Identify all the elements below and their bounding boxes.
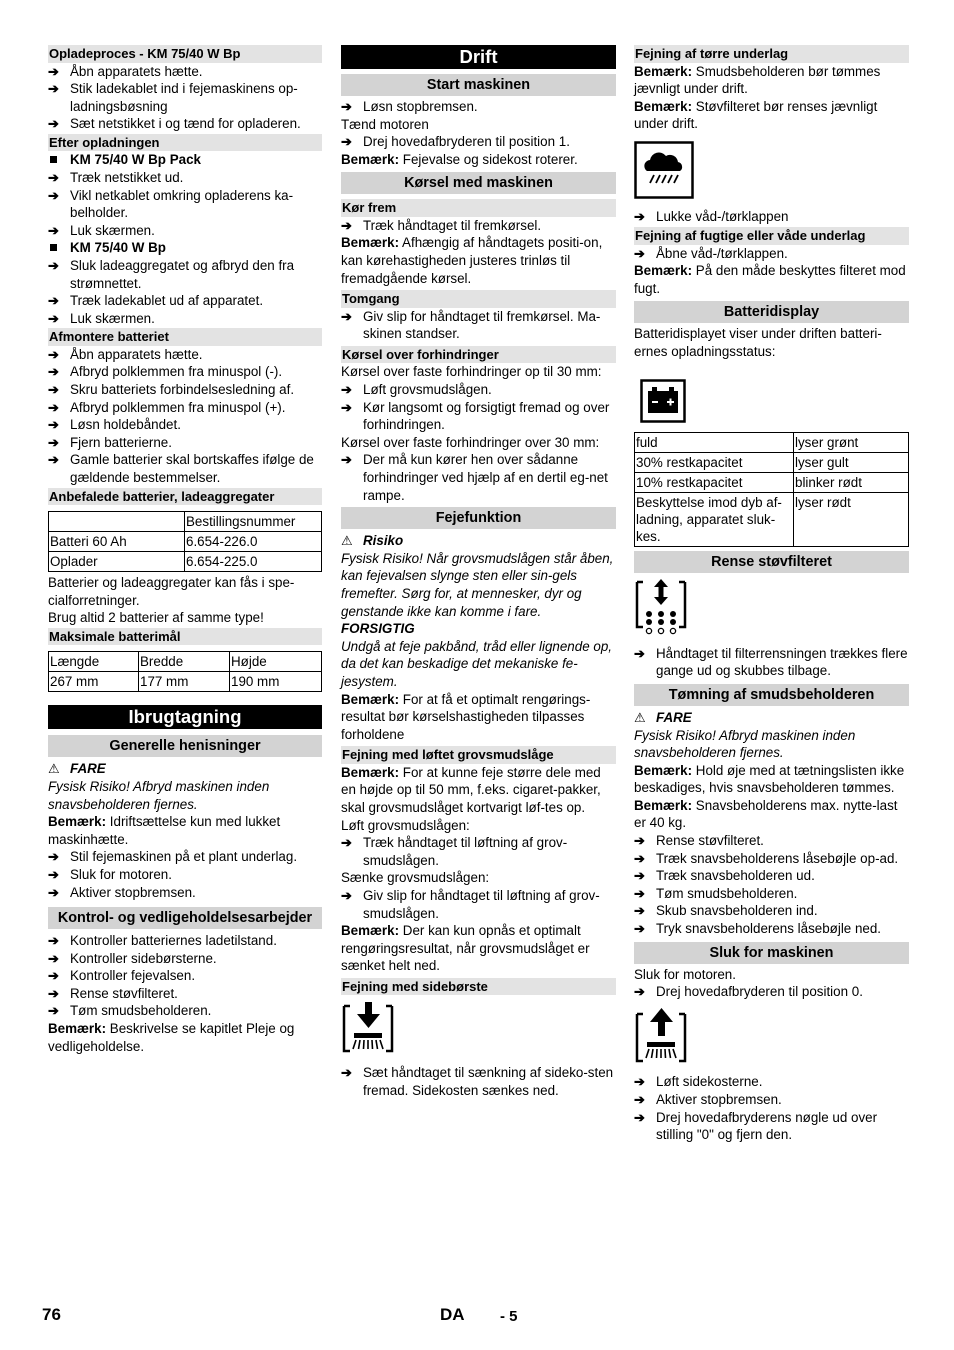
list-item-label: Kør langsomt og forsigtigt fremad og over forhindringen. <box>363 399 610 433</box>
table-cell <box>49 512 185 532</box>
table-row <box>635 493 909 547</box>
note-label: Bemærk: <box>341 764 400 780</box>
table-cell: Batteri 60 Ah <box>49 532 185 552</box>
list-item-label: Stik ladekablet ind i fejemaskinens op-ladningsbøsning <box>70 81 298 114</box>
table-cell: 177 mm <box>139 672 230 692</box>
note <box>634 63 909 98</box>
note-text: Beskrivelse se kapitlet Pleje og vedligeholdelse. <box>48 1021 295 1054</box>
list-item-label: Der må kun kører hen over sådanne forhindringer ved hjælp af en dertil eg-net rampe. <box>363 452 608 503</box>
list-item-label: Giv slip for håndtaget til løftning af grov-smudslågen. <box>363 887 600 921</box>
table-cell: lyser gult <box>794 453 909 473</box>
arrow-icon: ➔ <box>48 968 59 984</box>
section-heading: Anbefalede batterier, ladeaggregater <box>48 488 322 506</box>
arrow-icon: ➔ <box>48 884 59 900</box>
list-item <box>341 308 616 343</box>
note <box>341 922 616 975</box>
dimensions-table <box>48 651 322 692</box>
table-row <box>49 512 322 532</box>
arrow-icon: ➔ <box>341 217 352 233</box>
list <box>48 63 322 133</box>
list-item-label: Aktiver stopbremsen. <box>70 884 196 900</box>
list-item <box>48 63 322 81</box>
arrow-icon: ➔ <box>48 1003 59 1019</box>
table-cell: 267 mm <box>49 672 139 692</box>
section-heading: Tømning af smudsbeholderen <box>634 684 909 706</box>
note <box>341 151 616 169</box>
list-item <box>634 1109 909 1144</box>
warning-label: Risiko <box>363 533 404 549</box>
list-item <box>634 902 909 920</box>
arrow-icon: ➔ <box>48 985 59 1001</box>
list-item-label: Tryk snavsbeholderens låsebøjle ned. <box>656 921 882 937</box>
paragraph: Brug altid 2 batterier af samme type! <box>48 610 264 626</box>
arrow-icon: ➔ <box>48 849 59 865</box>
note-label: Bemærk: <box>341 235 400 251</box>
arrow-icon: ➔ <box>48 417 59 433</box>
note-text: Snavsbeholderens max. nytte-last er 40 kg. <box>634 797 898 831</box>
paragraph: Batteridisplayet viser under driften batteri-ernes opladningsstatus: <box>634 326 882 359</box>
arrow-icon: ➔ <box>48 116 59 132</box>
arrow-icon: ➔ <box>341 382 352 398</box>
list-item <box>341 381 616 399</box>
arrow-icon: ➔ <box>341 835 352 851</box>
table-cell: 190 mm <box>230 672 322 692</box>
list-item <box>341 451 616 504</box>
list-item-label: Kontroller fejevalsen. <box>70 968 196 984</box>
note-label: Bemærk: <box>634 797 693 813</box>
list-item <box>48 399 322 417</box>
arrow-icon: ➔ <box>634 984 645 1000</box>
list-item <box>48 310 322 328</box>
note-text: For at kunne feje større dele med en højde op til 50 mm, f.eks. cigaret-pakker, skal grovsmudslåget kortvarigt løf-tes op. <box>341 764 601 815</box>
note <box>341 691 616 744</box>
table-row <box>49 532 322 552</box>
note-text: Smudsbeholderen bør tømmes jævnligt under drift. <box>634 63 881 97</box>
table-row <box>49 552 322 572</box>
list-item <box>48 187 322 222</box>
section-heading: Rense støvfilteret <box>634 551 909 573</box>
arrow-icon: ➔ <box>48 81 59 97</box>
note-label: Bemærk: <box>341 691 400 707</box>
list-item <box>634 867 909 885</box>
note-text: Afhængig af håndtagets positi-on, kan kørehastigheden justeres trinløs til fremadgående kørsel. <box>341 235 603 286</box>
arrow-icon: ➔ <box>634 645 645 661</box>
list-item-label: Træk håndtaget til løftning af grov-smudslågen. <box>363 835 568 868</box>
list-item <box>48 985 322 1003</box>
list-item <box>634 832 909 850</box>
arrow-icon: ➔ <box>634 1074 645 1090</box>
table-cell: 10% restkapacitet <box>635 473 794 493</box>
list-item-label: Løsn stopbremsen. <box>363 99 478 114</box>
chapter-heading: Ibrugtagning <box>48 705 322 729</box>
paragraph: Kørsel over faste forhindringer op til 30 mm: <box>341 364 602 380</box>
list-item-label: Åbn apparatets hætte. <box>70 63 203 79</box>
arrow-icon: ➔ <box>48 950 59 966</box>
section-heading: Fejning af fugtige eller våde underlag <box>634 227 909 245</box>
list-item-label: Vikl netkablet omkring opladerens ka-belholder. <box>70 187 294 221</box>
paragraph: Undgå at feje pakbånd, tråd eller lignende op, da det kan beskadige det mekaniske fe-jesystem. <box>341 638 612 689</box>
table-cell: fuld <box>635 433 794 453</box>
list-item-label: Løft sidekosterne. <box>656 1074 763 1090</box>
list-item-label: Drej hovedafbryderens nøgle ud over stilling "0" og fjern den. <box>656 1109 878 1143</box>
list-item <box>48 932 322 950</box>
paragraph: Tænd motoren <box>341 116 429 132</box>
list-item <box>48 169 322 187</box>
list-item-label: Åbne våd-/tørklappen. <box>656 245 788 261</box>
note-text: Støvfilteret bør renses jævnligt under drift. <box>634 98 878 132</box>
note <box>634 762 909 797</box>
list-item <box>48 1002 322 1020</box>
list-item <box>48 381 322 399</box>
list-item-label: Rense støvfilteret. <box>70 985 178 1001</box>
section-heading: Kørsel over forhindringer <box>341 346 616 364</box>
list-item <box>341 834 616 869</box>
page-number: 76 <box>42 1305 61 1324</box>
table-cell: lyser rødt <box>794 493 909 547</box>
list-item <box>48 363 322 381</box>
arrow-icon: ➔ <box>634 209 645 225</box>
arrow-icon: ➔ <box>48 452 59 468</box>
arrow-icon: ➔ <box>48 434 59 450</box>
list-item <box>341 98 616 116</box>
table-cell: Bestillingsnummer <box>185 512 322 532</box>
note <box>634 262 909 297</box>
note-label: Bemærk: <box>634 98 693 114</box>
list-item <box>634 885 909 903</box>
list-item-label: Drej hovedafbryderen til position 1. <box>363 134 570 150</box>
list-item <box>48 222 322 240</box>
note-text: Idriftsættelse kun med lukket maskinhætte. <box>48 814 281 847</box>
note <box>48 813 322 848</box>
arrow-icon: ➔ <box>341 308 352 324</box>
list-item-label: Kontroller batteriernes ladetilstand. <box>70 933 277 949</box>
warning-triangle-icon: ⚠ <box>634 709 646 725</box>
arrow-icon: ➔ <box>48 346 59 362</box>
arrow-icon: ➔ <box>634 921 645 937</box>
list-item-label: Løsn holdebåndet. <box>70 417 181 433</box>
battery-table <box>48 511 322 572</box>
table-cell: Højde <box>230 652 322 672</box>
paragraph: Fysisk Risiko! Når grovsmudslågen står åben, kan fejevalsen slynge sten eller sin-gels fremefter. Sørg for, at mennesker, dyr og genstande ikke kan komme i fare. <box>341 550 614 619</box>
chapter-heading: Drift <box>341 45 616 69</box>
list-item-label: Løft grovsmudslågen. <box>363 382 492 398</box>
list-item <box>48 151 322 169</box>
arrow-icon: ➔ <box>634 868 645 884</box>
list-item <box>48 848 322 866</box>
section-heading: Tomgang <box>341 290 616 308</box>
list-item-label: Luk skærmen. <box>70 222 155 238</box>
note-text: Fejevalse og sidekost roterer. <box>399 151 578 167</box>
list <box>634 832 909 938</box>
list-item-label: Skru batteriets forbindelsesledning af. <box>70 382 295 397</box>
note <box>634 98 909 133</box>
list <box>48 257 322 327</box>
list-item-label: Træk netstikket ud. <box>70 169 184 185</box>
table-row <box>635 453 909 473</box>
table-row <box>49 672 322 692</box>
list-item-label: Afbryd polklemmen fra minuspol (+). <box>70 399 286 415</box>
list <box>48 169 322 239</box>
list-item <box>341 217 616 235</box>
list-item <box>48 967 322 985</box>
note-label: Bemærk: <box>634 263 693 279</box>
filter-cleaning-icon <box>634 579 909 640</box>
table-cell: 6.654-226.0 <box>185 532 322 552</box>
section-heading: Afmontere batteriet <box>48 328 322 346</box>
bullet-square-icon <box>50 156 57 163</box>
arrow-icon: ➔ <box>48 364 59 380</box>
list-item-label: Sæt netstikket i og tænd for opladeren. <box>70 116 301 132</box>
list-item <box>634 645 909 680</box>
list-item-label: KM 75/40 W Bp Pack <box>70 152 201 168</box>
list-item-label: Tøm smudsbeholderen. <box>70 1003 212 1019</box>
note-label: Bemærk: <box>634 762 693 778</box>
table-cell: Længde <box>49 652 139 672</box>
note-label: Bemærk: <box>48 814 107 830</box>
arrow-icon: ➔ <box>634 885 645 901</box>
arrow-icon: ➔ <box>634 903 645 919</box>
list-item-label: Kontroller sidebørsterne. <box>70 950 217 966</box>
warning-triangle-icon: ⚠ <box>341 533 353 549</box>
list-item-label: Luk skærmen. <box>70 310 155 326</box>
table-cell: Oplader <box>49 552 185 572</box>
sidebrush-lower-icon <box>341 1000 616 1059</box>
list-item-label: Håndtaget til filterrensningen trækkes flere gange ud og skubbes tilbage. <box>656 645 908 679</box>
bullet-square-icon <box>50 244 57 251</box>
list-item <box>634 850 909 868</box>
column-3 <box>634 45 909 1144</box>
arrow-icon: ➔ <box>48 866 59 882</box>
list-item-label: Aktiver stopbremsen. <box>656 1092 782 1107</box>
list-item <box>48 434 322 452</box>
list-item-label: Tøm smudsbeholderen. <box>656 885 798 901</box>
warning <box>341 532 616 550</box>
list-item <box>634 208 909 226</box>
paragraph: Batterier og ladeaggregater kan fås i spe-cialforretninger. <box>48 575 295 608</box>
arrow-icon: ➔ <box>48 933 59 949</box>
note <box>48 1020 322 1055</box>
arrow-icon: ➔ <box>341 452 352 468</box>
section-heading: Efter opladningen <box>48 134 322 152</box>
list-item <box>48 950 322 968</box>
list-item-label: Stil fejemaskinen på et plant underlag. <box>70 849 298 865</box>
list <box>341 381 616 434</box>
list-item-label: Afbryd polklemmen fra minuspol (-). <box>70 364 283 380</box>
paragraph: Fysisk Risiko! Afbryd maskinen inden snavsbeholderen fjernes. <box>634 727 856 761</box>
list-item <box>48 451 322 486</box>
list-item <box>48 292 322 310</box>
column-1 <box>48 45 322 1055</box>
note-text: Der kan kun opnås et optimalt rengøringsresultat, når grovsmudslåget er sænket helt ned. <box>341 923 590 974</box>
arrow-icon: ➔ <box>48 382 59 397</box>
note-text: På den måde beskyttes filteret mod fugt. <box>634 263 906 296</box>
list-item <box>48 115 322 133</box>
section-heading: Generelle henisninger <box>48 735 322 757</box>
arrow-icon: ➔ <box>48 187 59 203</box>
arrow-icon: ➔ <box>634 245 645 261</box>
list <box>48 848 322 901</box>
section-heading: Fejning med løftet grovsmudslåge <box>341 746 616 764</box>
table-cell: Bredde <box>139 652 230 672</box>
arrow-icon: ➔ <box>341 1065 352 1081</box>
list-item <box>48 257 322 292</box>
language-code: DA <box>440 1305 465 1324</box>
arrow-icon: ➔ <box>48 310 59 326</box>
section-heading: Fejning af tørre underlag <box>634 45 909 63</box>
list <box>48 932 322 1020</box>
note <box>341 764 616 817</box>
list-item <box>341 1064 616 1099</box>
section-heading: Fejefunktion <box>341 507 616 529</box>
arrow-icon: ➔ <box>48 399 59 415</box>
list-item <box>48 239 322 257</box>
warning <box>634 709 909 727</box>
arrow-icon: ➔ <box>48 257 59 273</box>
list-item <box>634 983 909 1001</box>
list-item <box>634 1073 909 1091</box>
table-row <box>635 433 909 453</box>
note-label: Bemærk: <box>341 923 400 939</box>
paragraph: Løft grovsmudslågen: <box>341 817 470 833</box>
note-label: Bemærk: <box>341 151 400 167</box>
note-label: Bemærk: <box>48 1021 107 1037</box>
section-heading: Kontrol- og vedligeholdelsesarbejder <box>48 907 322 929</box>
warning-triangle-icon: ⚠ <box>48 761 60 777</box>
arrow-icon: ➔ <box>341 887 352 903</box>
paragraph: Sænke grovsmudslågen: <box>341 870 490 886</box>
section-heading: Maksimale batterimål <box>48 628 322 646</box>
list-item-label: Rense støvfilteret. <box>656 833 764 849</box>
arrow-icon: ➔ <box>48 222 59 238</box>
warning-label: FARE <box>70 761 106 777</box>
table-cell: lyser grønt <box>794 433 909 453</box>
page-sub-number: - 5 <box>500 1308 518 1325</box>
section-heading: Kør frem <box>341 199 616 217</box>
list-item <box>48 416 322 434</box>
note-text: Hold øje med at tætningslisten ikke beskadiges, hvis snavsbeholderen tømmes. <box>634 762 905 796</box>
section-heading: Start maskinen <box>341 74 616 96</box>
list-item <box>341 399 616 434</box>
list-item <box>48 884 322 902</box>
list-item <box>634 245 909 263</box>
list-item <box>634 920 909 938</box>
list-item <box>341 133 616 151</box>
list-item-label: Lukke våd-/tørklappen <box>656 209 789 225</box>
list-item-label: Skub snavsbeholderen ind. <box>656 903 818 919</box>
list-item-label: KM 75/40 W Bp <box>70 240 166 256</box>
arrow-icon: ➔ <box>48 63 59 79</box>
section-heading: Kørsel med maskinen <box>341 172 616 194</box>
arrow-icon: ➔ <box>634 1092 645 1107</box>
list-item <box>48 80 322 115</box>
table-row <box>49 652 322 672</box>
list-item-label: Sluk ladeaggregatet og afbryd den fra strømnettet. <box>70 257 295 291</box>
table-cell: 6.654-225.0 <box>185 552 322 572</box>
table-cell: Beskyttelse imod dyb af-ladning, apparatet sluk-kes. <box>635 493 794 547</box>
arrow-icon: ➔ <box>634 850 645 866</box>
list <box>634 1073 909 1143</box>
table-row <box>635 473 909 493</box>
arrow-icon: ➔ <box>341 99 352 114</box>
battery-icon <box>640 379 909 428</box>
list-item-label: Fjern batterierne. <box>70 434 172 450</box>
section-heading: Opladeproces - KM 75/40 W Bp <box>48 45 322 63</box>
list-item-label: Træk håndtaget til fremkørsel. <box>363 217 542 233</box>
paragraph: Sluk for motoren. <box>634 966 736 982</box>
list-item <box>634 1091 909 1109</box>
section-heading: Batteridisplay <box>634 301 909 323</box>
arrow-icon: ➔ <box>341 399 352 415</box>
arrow-icon: ➔ <box>48 293 59 309</box>
note-label: Bemærk: <box>634 63 693 79</box>
section-heading: Fejning med sidebørste <box>341 978 616 996</box>
table-cell: blinker rødt <box>794 473 909 493</box>
list-item <box>48 346 322 364</box>
list-item-label: Sæt håndtaget til sænkning af sideko-sten fremad. Sidekosten sænkes ned. <box>363 1065 614 1098</box>
table-cell: 30% restkapacitet <box>635 453 794 473</box>
list-item-label: Sluk for motoren. <box>70 866 172 882</box>
note-text: For at få et optimalt rengørings-resultat bør kørselshastigheden tilpasses forholdene <box>341 691 591 742</box>
rain-cloud-icon <box>634 141 909 204</box>
list-item <box>48 866 322 884</box>
list-item-label: Åbn apparatets hætte. <box>70 346 203 362</box>
arrow-icon: ➔ <box>341 134 352 150</box>
column-2 <box>341 45 616 1099</box>
paragraph: Kørsel over faste forhindringer over 30 mm: <box>341 434 600 450</box>
sidebrush-raise-icon <box>634 1008 909 1069</box>
list-item-label: Træk ladekablet ud af apparatet. <box>70 293 264 309</box>
warning <box>48 760 322 778</box>
list <box>48 346 322 487</box>
warning-label: FARE <box>656 709 692 725</box>
list-item-label: Drej hovedafbryderen til position 0. <box>656 984 863 1000</box>
list-item-label: Træk snavsbeholderen ud. <box>656 868 815 884</box>
paragraph: Fysisk Risiko! Afbryd maskinen inden snavsbeholderen fjernes. <box>48 778 270 812</box>
list-item-label: Gamle batterier skal bortskaffes ifølge de gældende bestemmelser. <box>70 452 314 485</box>
battery-status-table <box>634 432 909 547</box>
note <box>341 234 616 287</box>
section-heading: Sluk for maskinen <box>634 942 909 964</box>
note <box>634 797 909 832</box>
arrow-icon: ➔ <box>634 833 645 849</box>
arrow-icon: ➔ <box>48 169 59 185</box>
list-item-label: Træk snavsbeholderens låsebøjle op-ad. <box>656 850 899 866</box>
arrow-icon: ➔ <box>634 1109 645 1125</box>
list-item <box>341 887 616 922</box>
list-item-label: Giv slip for håndtaget til fremkørsel. Ma-skinen standser. <box>363 308 601 342</box>
caution-label: FORSIGTIG <box>341 621 415 637</box>
